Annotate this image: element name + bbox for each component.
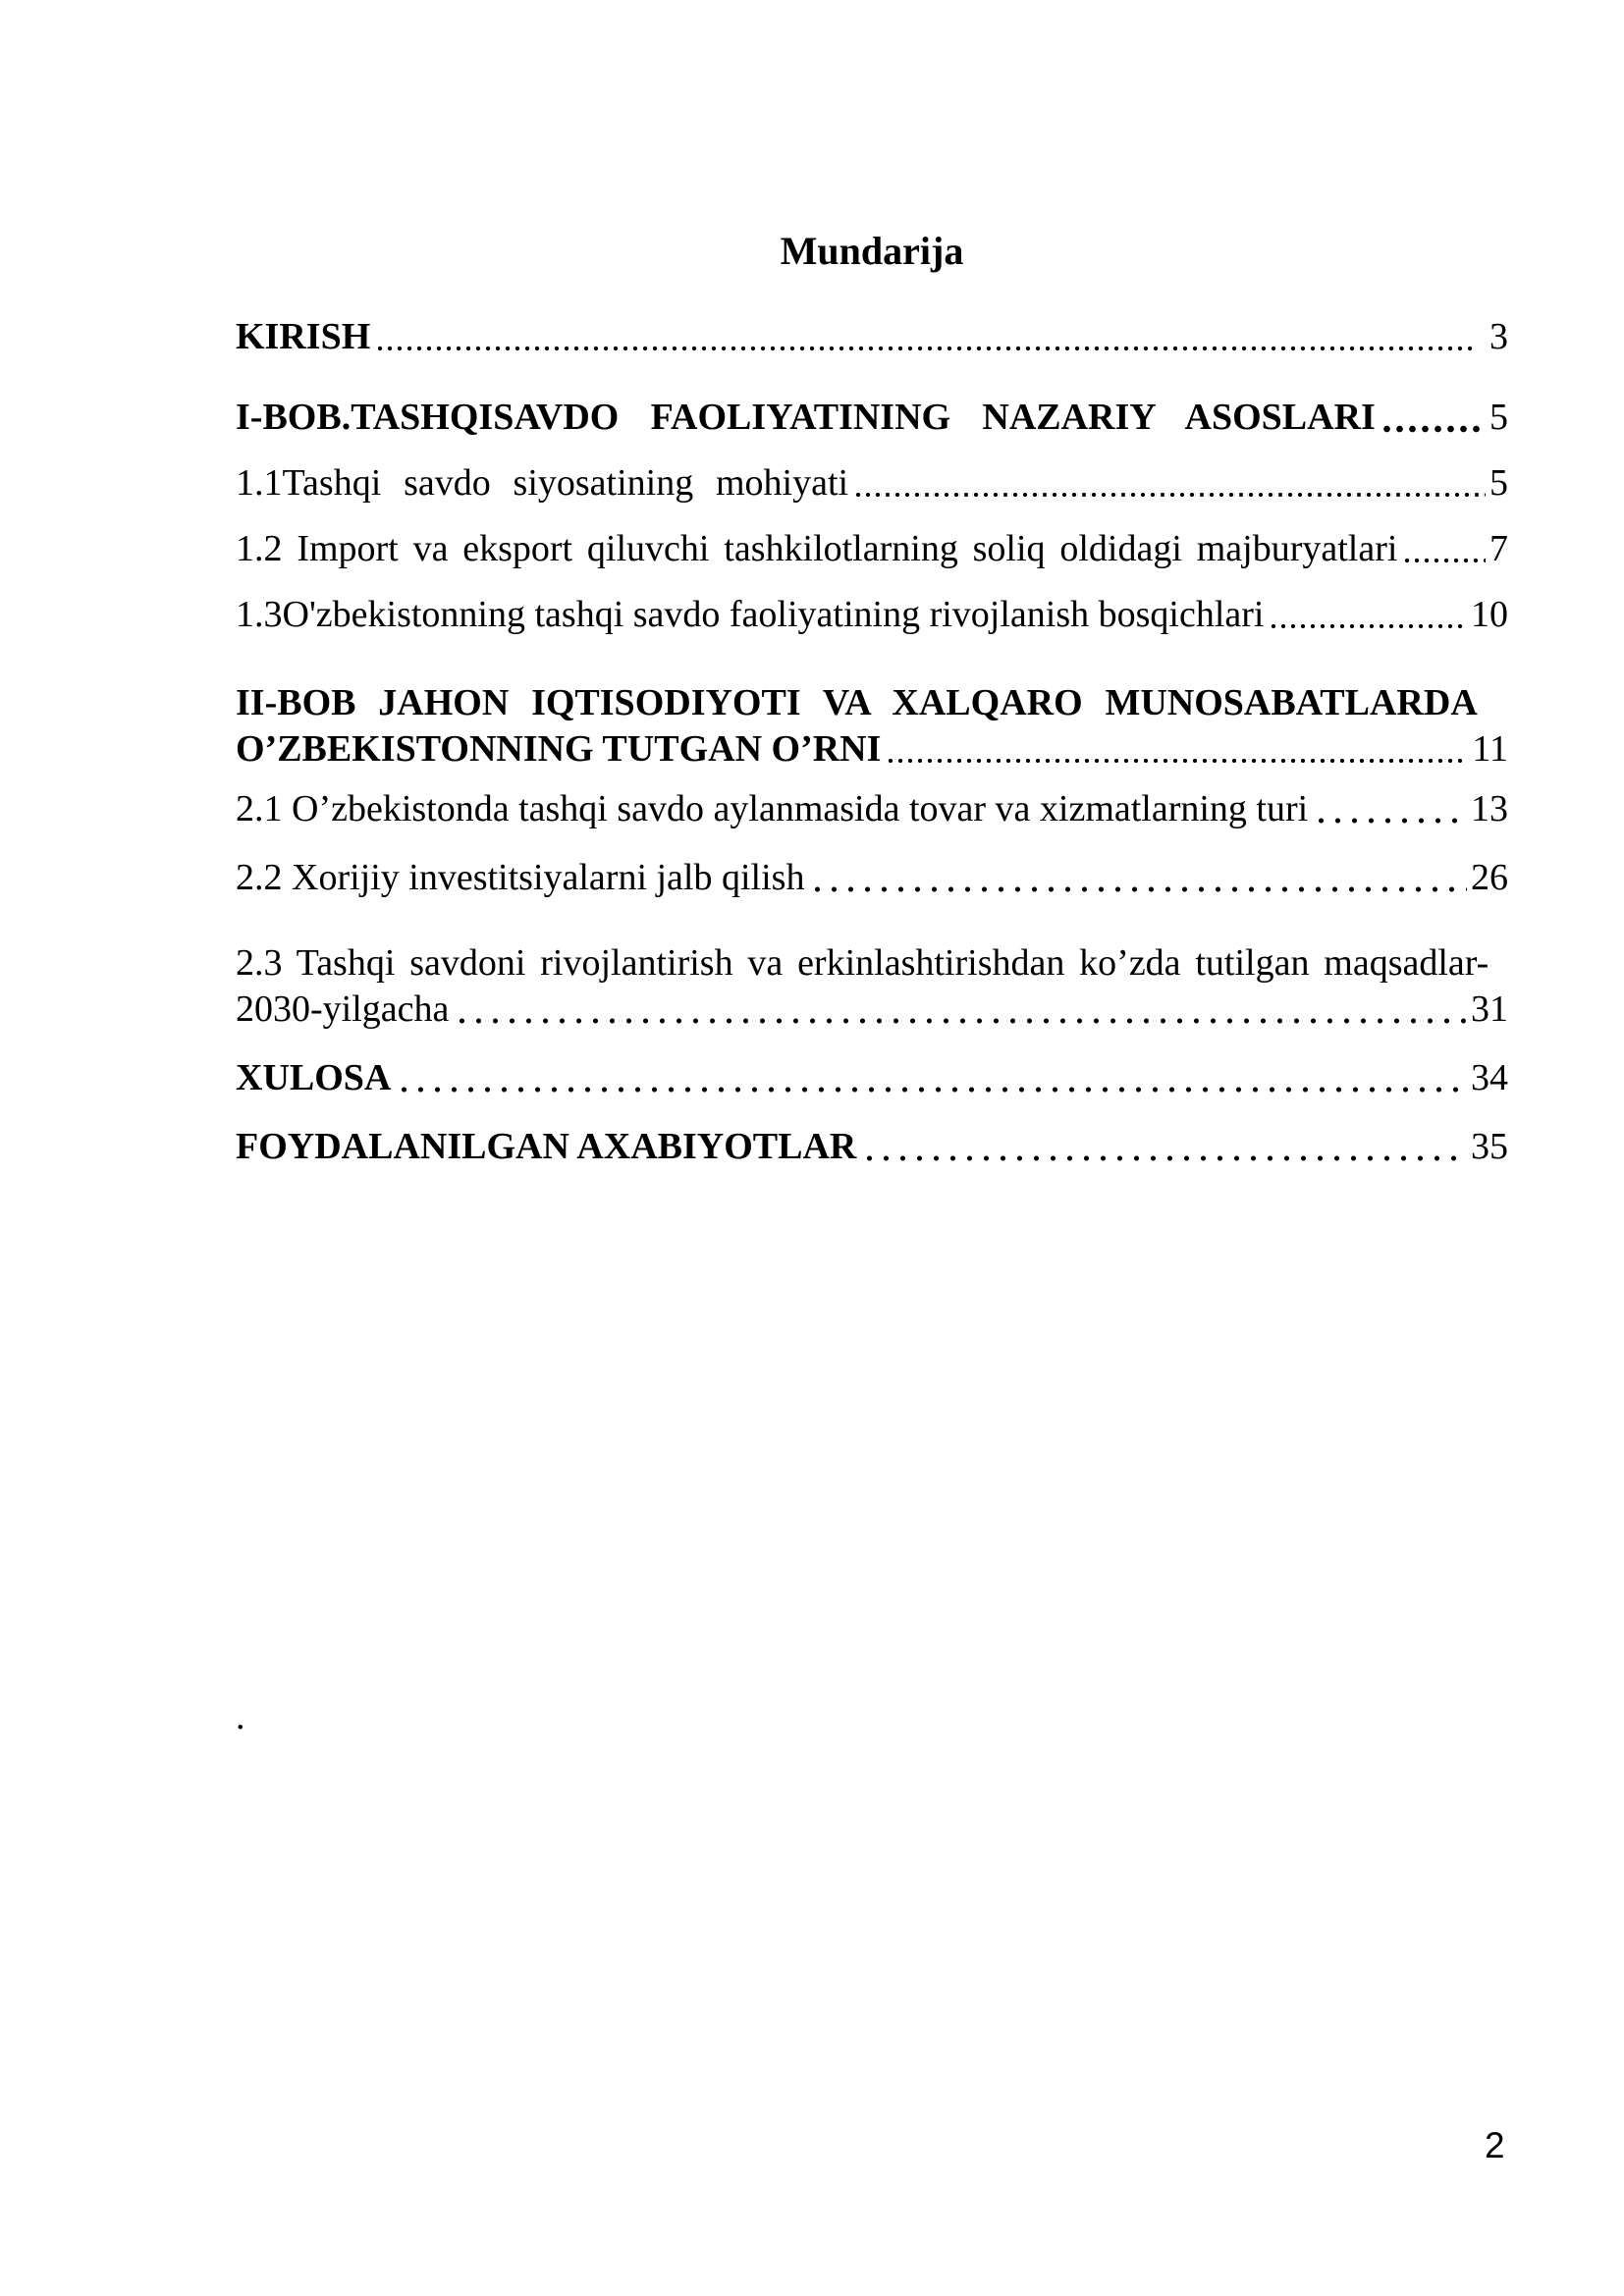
- page-number: 2: [1485, 2125, 1505, 2165]
- toc-entry-page-number: 26: [1471, 857, 1508, 898]
- toc-entry[interactable]: [236, 680, 1508, 773]
- stray-period: .: [236, 1696, 245, 1737]
- dot-leader: [809, 882, 1467, 896]
- toc-entry-label: 2030-yilgacha: [236, 988, 450, 1030]
- toc-entry-label: FOYDALANILGAN AXABIYOTLAR: [236, 1126, 857, 1167]
- toc-entry-page-number: 34: [1471, 1057, 1508, 1098]
- toc-entry-page-number: 35: [1471, 1126, 1508, 1167]
- toc-entry-page-number: 5: [1489, 462, 1508, 504]
- toc-entry-label: XULOSA: [236, 1057, 392, 1098]
- toc-entry-page-number: 7: [1489, 528, 1508, 569]
- toc-entry[interactable]: [236, 850, 1508, 905]
- dot-leader: [886, 754, 1468, 768]
- toc-entry-label: O’ZBEKISTONNING TUTGAN O’RNI: [236, 728, 882, 770]
- dot-leader: [375, 342, 1474, 355]
- toc-entry-page-number: 31: [1471, 988, 1508, 1030]
- toc-entry-label: 1.2 Import va eksport qiluvchi tashkilotlarning soliq oldidagi majburyatlari: [236, 528, 1398, 569]
- toc-entry[interactable]: [236, 781, 1508, 836]
- toc-entry-line1: 2.3 Tashqi savdoni rivojlantirish va erkinlashtirishdan ko’zda tutilgan maqsadlar-: [236, 942, 1489, 984]
- dot-leader: [861, 1151, 1467, 1165]
- toc-entry-line1: II-BOB JAHON IQTISODIYOTI VA XALQARO MUNOSABATLARDA: [236, 682, 1478, 723]
- toc-entry[interactable]: [236, 1050, 1508, 1105]
- dot-leader: [1313, 814, 1467, 828]
- dot-leader: [1269, 619, 1467, 633]
- toc-content: [236, 0, 1508, 1744]
- toc-entry-label: 2.1 O’zbekistonda tashqi savdo aylanmasida tovar va xizmatlarning turi: [236, 788, 1309, 829]
- toc-entry[interactable]: [236, 309, 1508, 364]
- toc-entry[interactable]: [236, 1119, 1508, 1174]
- toc-entry-label: 1.3O'zbekistonning tashqi savdo faoliyatining rivojlanish bosqichlari: [236, 594, 1265, 635]
- toc-entry[interactable]: [236, 521, 1508, 576]
- toc-entry-page-number: 13: [1471, 788, 1508, 829]
- toc-entry-page-number: 5: [1489, 397, 1508, 438]
- toc-entry-page-number: 3: [1489, 316, 1508, 357]
- page-title: Mundarija: [780, 229, 964, 273]
- toc-entry[interactable]: [236, 587, 1508, 642]
- toc-entry-page-number: 10: [1471, 594, 1508, 635]
- dot-leader: [396, 1083, 1467, 1096]
- toc-entry[interactable]: [236, 390, 1508, 445]
- dot-leader: [454, 1014, 1467, 1028]
- toc-entry-page-number: 11: [1472, 728, 1508, 770]
- toc-entry[interactable]: [236, 455, 1508, 510]
- toc-entry-label: 1.1Tashqi savdo siyosatining mohiyati: [236, 462, 849, 504]
- toc-entry-label: KIRISH: [236, 316, 371, 357]
- toc-entry-label: 2.2 Xorijiy investitsiyalarni jalb qilish: [236, 857, 805, 898]
- toc-list: [236, 309, 1508, 1174]
- dot-leader: [1402, 554, 1486, 567]
- toc-entry-label: I-BOB.TASHQISAVDO FAOLIYATINING NAZARIY ASOSLARI: [236, 397, 1376, 438]
- dot-leader: [853, 488, 1486, 502]
- dot-leader: [1380, 422, 1486, 436]
- toc-entry[interactable]: [236, 940, 1508, 1033]
